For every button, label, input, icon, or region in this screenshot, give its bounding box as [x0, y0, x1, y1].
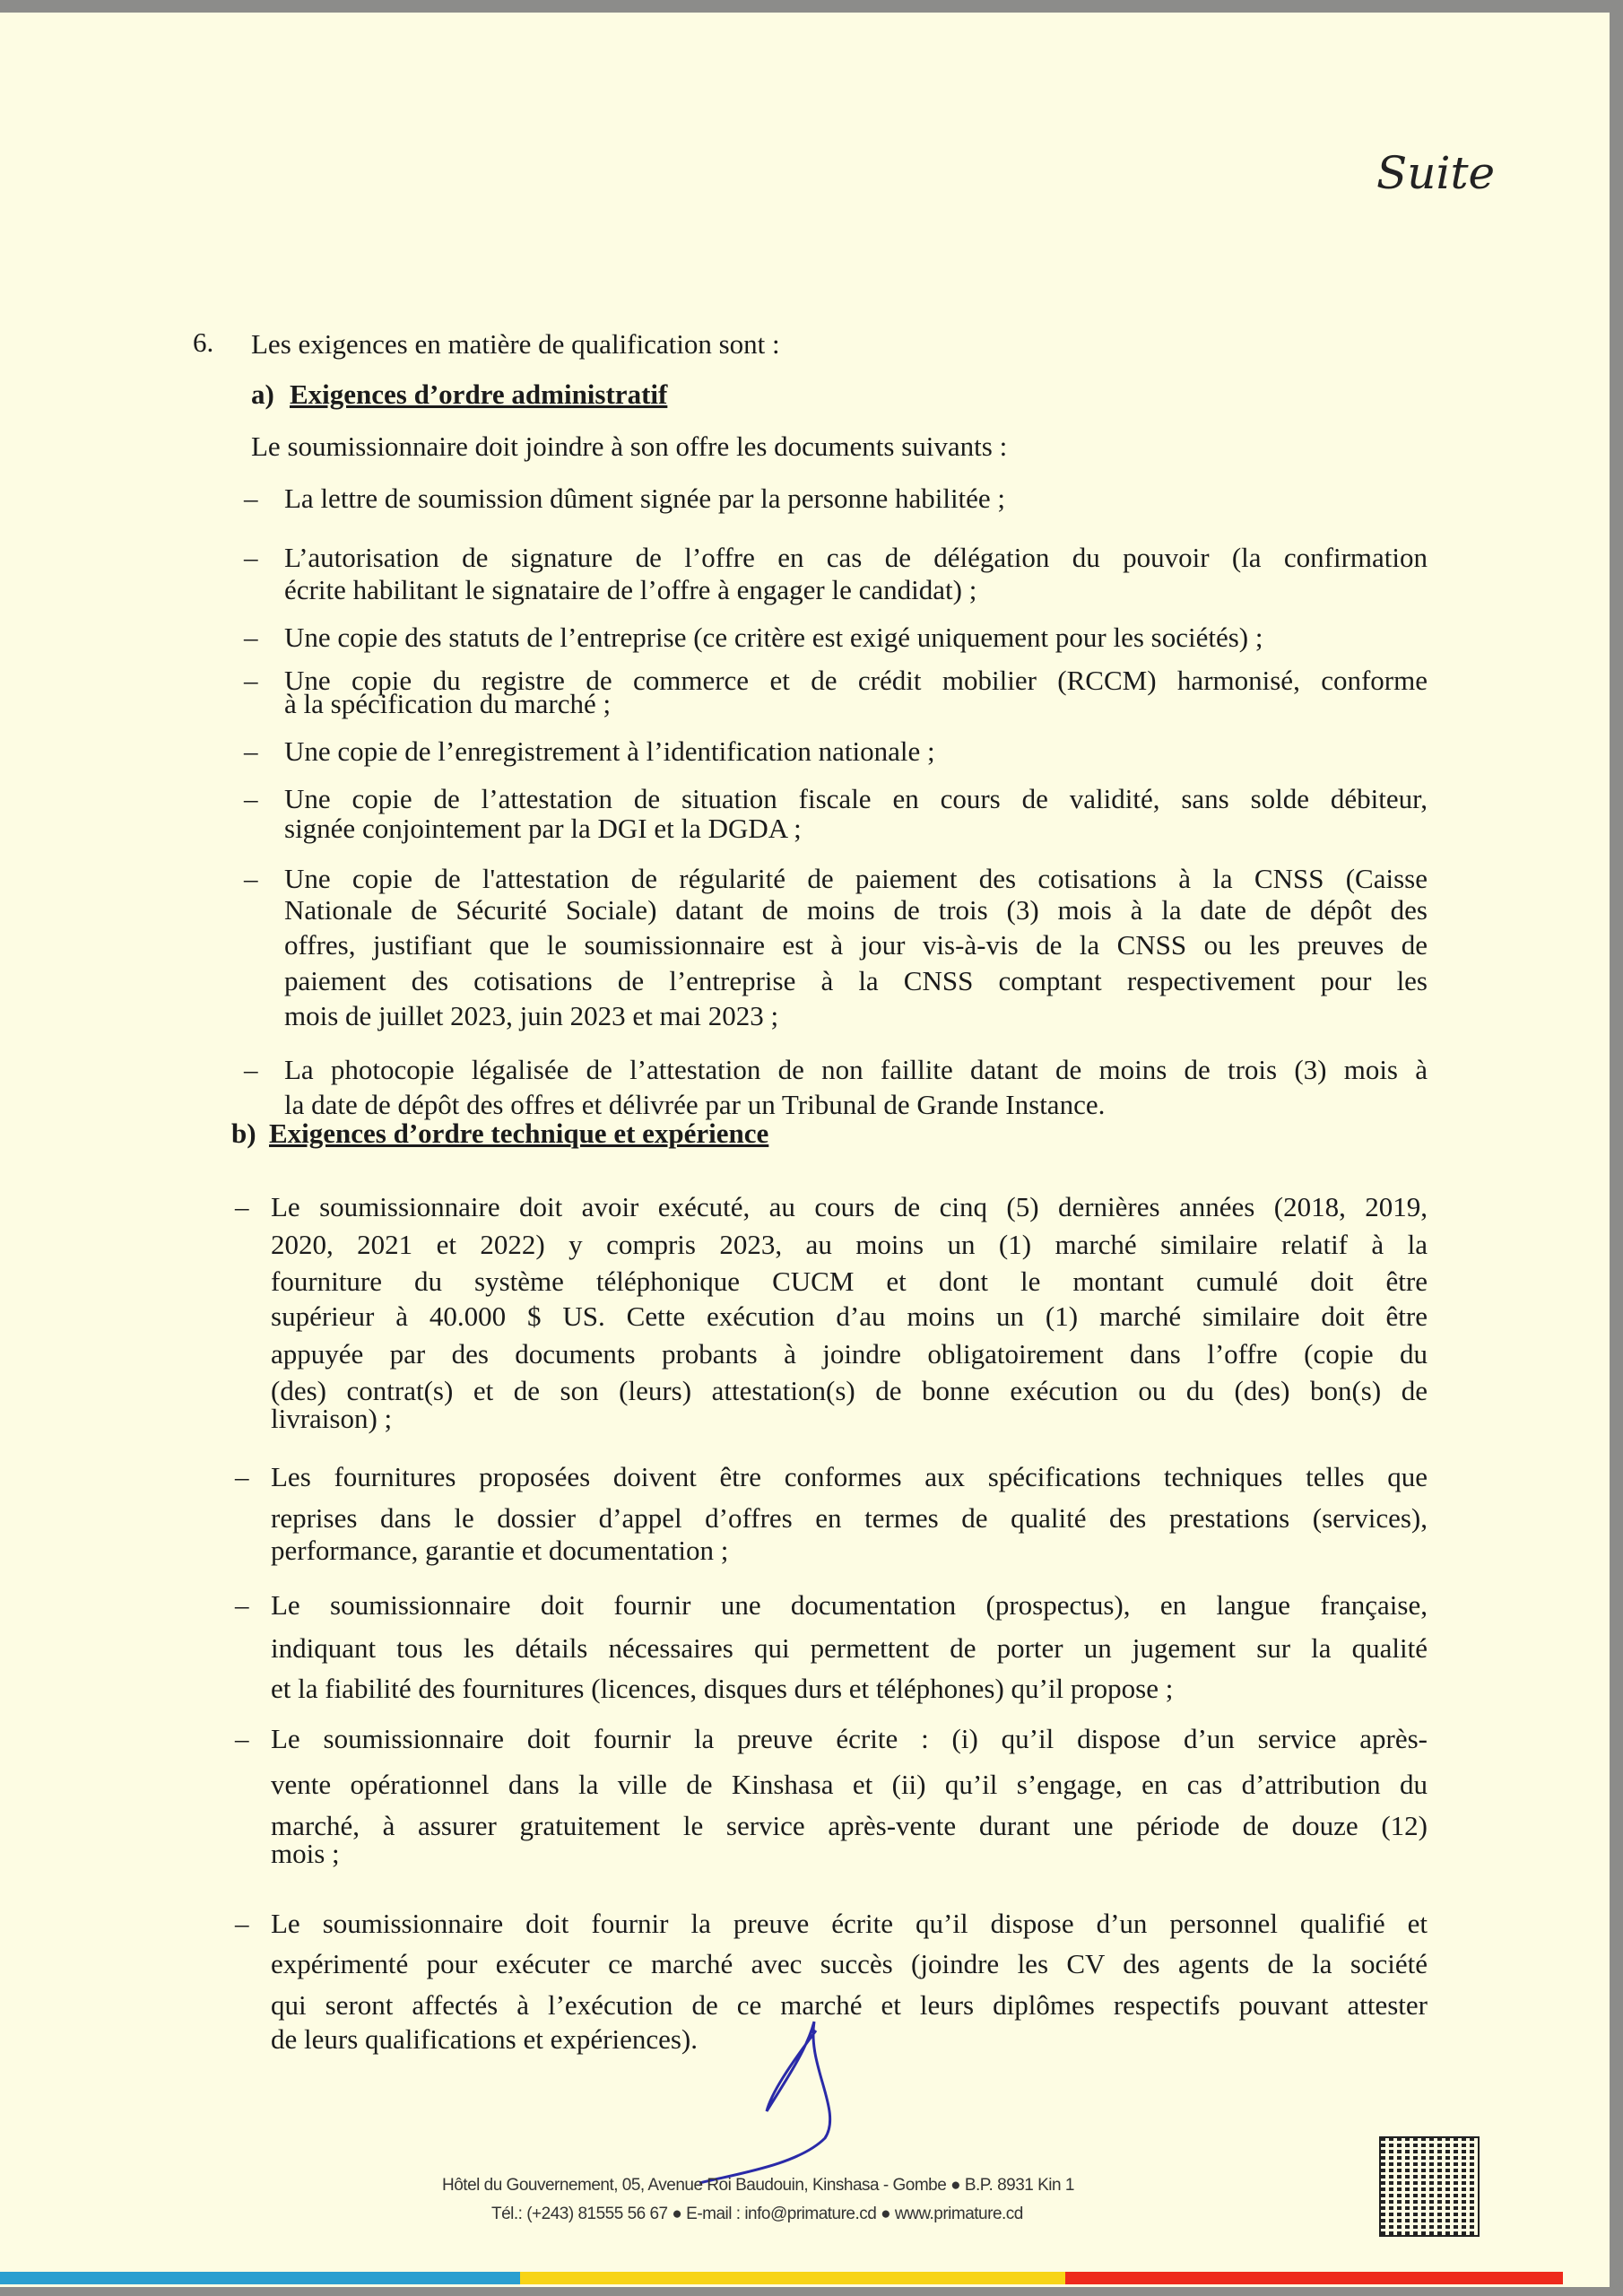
list-dash: – — [244, 665, 258, 696]
technical-item-line: Les fournitures proposées doivent être conformes aux spécifications techniques telles que — [271, 1461, 1428, 1492]
list-dash: – — [244, 542, 258, 573]
list-dash: – — [235, 1589, 249, 1621]
list-dash: – — [235, 1723, 249, 1754]
signature — [681, 2013, 888, 2192]
section-a-title: Exigences d’ordre administratif — [290, 378, 668, 410]
footer-address: Hôtel du Gouvernement, 05, Avenue Roi Baudouin, Kinshasa - Gombe ● B.P. 8931 Kin 1 — [442, 2176, 1074, 2195]
admin-item-line: signée conjointement par la DGI et la DGDA ; — [284, 813, 802, 844]
intro-text: Les exigences en matière de qualification sont : — [251, 328, 780, 360]
list-dash: – — [244, 783, 258, 814]
technical-item-line: Le soumissionnaire doit avoir exécuté, au cours de cinq (5) dernières années (2018, 2019, — [271, 1191, 1428, 1222]
admin-item-line: Nationale de Sécurité Sociale) datant de moins de trois (3) mois à la date de dépôt des — [284, 894, 1428, 926]
admin-item-line: Une copie de l’enregistrement à l’identification nationale ; — [284, 735, 935, 767]
list-dash: – — [244, 483, 258, 514]
list-dash: – — [244, 863, 258, 894]
technical-item-line: 2020, 2021 et 2022) y compris 2023, au moins un (1) marché similaire relatif à la — [271, 1229, 1428, 1260]
flag-bar-blue — [0, 2272, 520, 2284]
admin-item-line: mois de juillet 2023, juin 2023 et mai 2023 ; — [284, 1000, 779, 1031]
technical-item-line: de leurs qualifications et expériences). — [271, 2023, 698, 2055]
list-dash: – — [244, 1054, 258, 1085]
section-a-letter: a) — [251, 378, 274, 410]
admin-item-line: à la spécification du marché ; — [284, 688, 612, 719]
footer-contact: Tél.: (+243) 81555 56 67 ● E-mail : info@primature.cd ● www.primature.cd — [491, 2205, 1023, 2223]
list-dash: – — [244, 622, 258, 653]
qr-code — [1381, 2138, 1478, 2235]
item-number: 6. — [193, 326, 214, 358]
technical-item-line: vente opérationnel dans la ville de Kinshasa et (ii) qu’il s’engage, en cas d’attribution du — [271, 1769, 1428, 1800]
admin-item-line: écrite habilitant le signataire de l’offre à engager le candidat) ; — [284, 574, 977, 605]
list-dash: – — [235, 1191, 249, 1222]
admin-item-line: La lettre de soumission dûment signée par la personne habilitée ; — [284, 483, 1006, 514]
document-page — [0, 13, 1610, 2287]
flag-bar-red — [1065, 2272, 1563, 2284]
section-b-letter: b) — [231, 1118, 256, 1149]
section-a-lead: Le soumissionnaire doit joindre à son offre les documents suivants : — [251, 430, 1008, 462]
technical-item-line: livraison) ; — [271, 1403, 393, 1434]
technical-item-line: (des) contrat(s) et de son (leurs) attestation(s) de bonne exécution ou du (des) bon(s) de — [271, 1375, 1428, 1406]
admin-item-line: la date de dépôt des offres et délivrée par un Tribunal de Grande Instance. — [284, 1089, 1106, 1120]
list-dash: – — [244, 735, 258, 767]
admin-item-line: L’autorisation de signature de l’offre en cas de délégation du pouvoir (la confirmation — [284, 542, 1428, 573]
flag-bar-yellow — [520, 2272, 1065, 2284]
admin-item-line: Une copie de l'attestation de régularité de paiement des cotisations à la CNSS (Caisse — [284, 863, 1428, 894]
admin-item-line: Une copie de l’attestation de situation fiscale en cours de validité, sans solde débiteur, — [284, 783, 1428, 814]
technical-item-line: fourniture du système téléphonique CUCM et dont le montant cumulé doit être — [271, 1265, 1428, 1297]
suite-label: Suite — [1376, 147, 1496, 199]
technical-item-line: performance, garantie et documentation ; — [271, 1535, 729, 1566]
technical-item-line: supérieur à 40.000 $ US. Cette exécution d’au moins un (1) marché similaire doit être — [271, 1300, 1428, 1332]
technical-item-line: Le soumissionnaire doit fournir une documentation (prospectus), en langue française, — [271, 1589, 1428, 1621]
admin-item-line: Une copie du registre de commerce et de crédit mobilier (RCCM) harmonisé, conforme — [284, 665, 1428, 696]
technical-item-line: qui seront affectés à l’exécution de ce marché et leurs diplômes respectifs pouvant attester — [271, 1989, 1428, 2021]
technical-item-line: mois ; — [271, 1838, 340, 1869]
admin-item-line: paiement des cotisations de l’entreprise à la CNSS comptant respectivement pour les — [284, 965, 1428, 996]
technical-item-line: expérimenté pour exécuter ce marché avec succès (joindre les CV des agents de la société — [271, 1948, 1428, 1979]
admin-item-line: Une copie des statuts de l’entreprise (ce critère est exigé uniquement pour les sociétés) ; — [284, 622, 1263, 653]
admin-item-line: offres, justifiant que le soumissionnaire est à jour vis-à-vis de la CNSS ou les preuves de — [284, 929, 1428, 961]
technical-item-line: Le soumissionnaire doit fournir la preuve écrite : (i) qu’il dispose d’un service après- — [271, 1723, 1428, 1754]
technical-item-line: indiquant tous les détails nécessaires qui permettent de porter un jugement sur la qualité — [271, 1632, 1428, 1664]
technical-item-line: marché, à assurer gratuitement le service après-vente durant une période de douze (12) — [271, 1810, 1428, 1841]
technical-item-line: Le soumissionnaire doit fournir la preuve écrite qu’il dispose d’un personnel qualifié et — [271, 1908, 1428, 1939]
technical-item-line: et la fiabilité des fournitures (licences, disques durs et téléphones) qu’il propose ; — [271, 1673, 1174, 1704]
list-dash: – — [235, 1908, 249, 1939]
section-b-title: Exigences d’ordre technique et expérience — [269, 1118, 769, 1149]
technical-item-line: appuyée par des documents probants à joindre obligatoirement dans l’offre (copie du — [271, 1338, 1428, 1370]
list-dash: – — [235, 1461, 249, 1492]
admin-item-line: La photocopie légalisée de l’attestation de non faillite datant de moins de trois (3) mois à — [284, 1054, 1428, 1085]
technical-item-line: reprises dans le dossier d’appel d’offres en termes de qualité des prestations (services), — [271, 1502, 1428, 1534]
